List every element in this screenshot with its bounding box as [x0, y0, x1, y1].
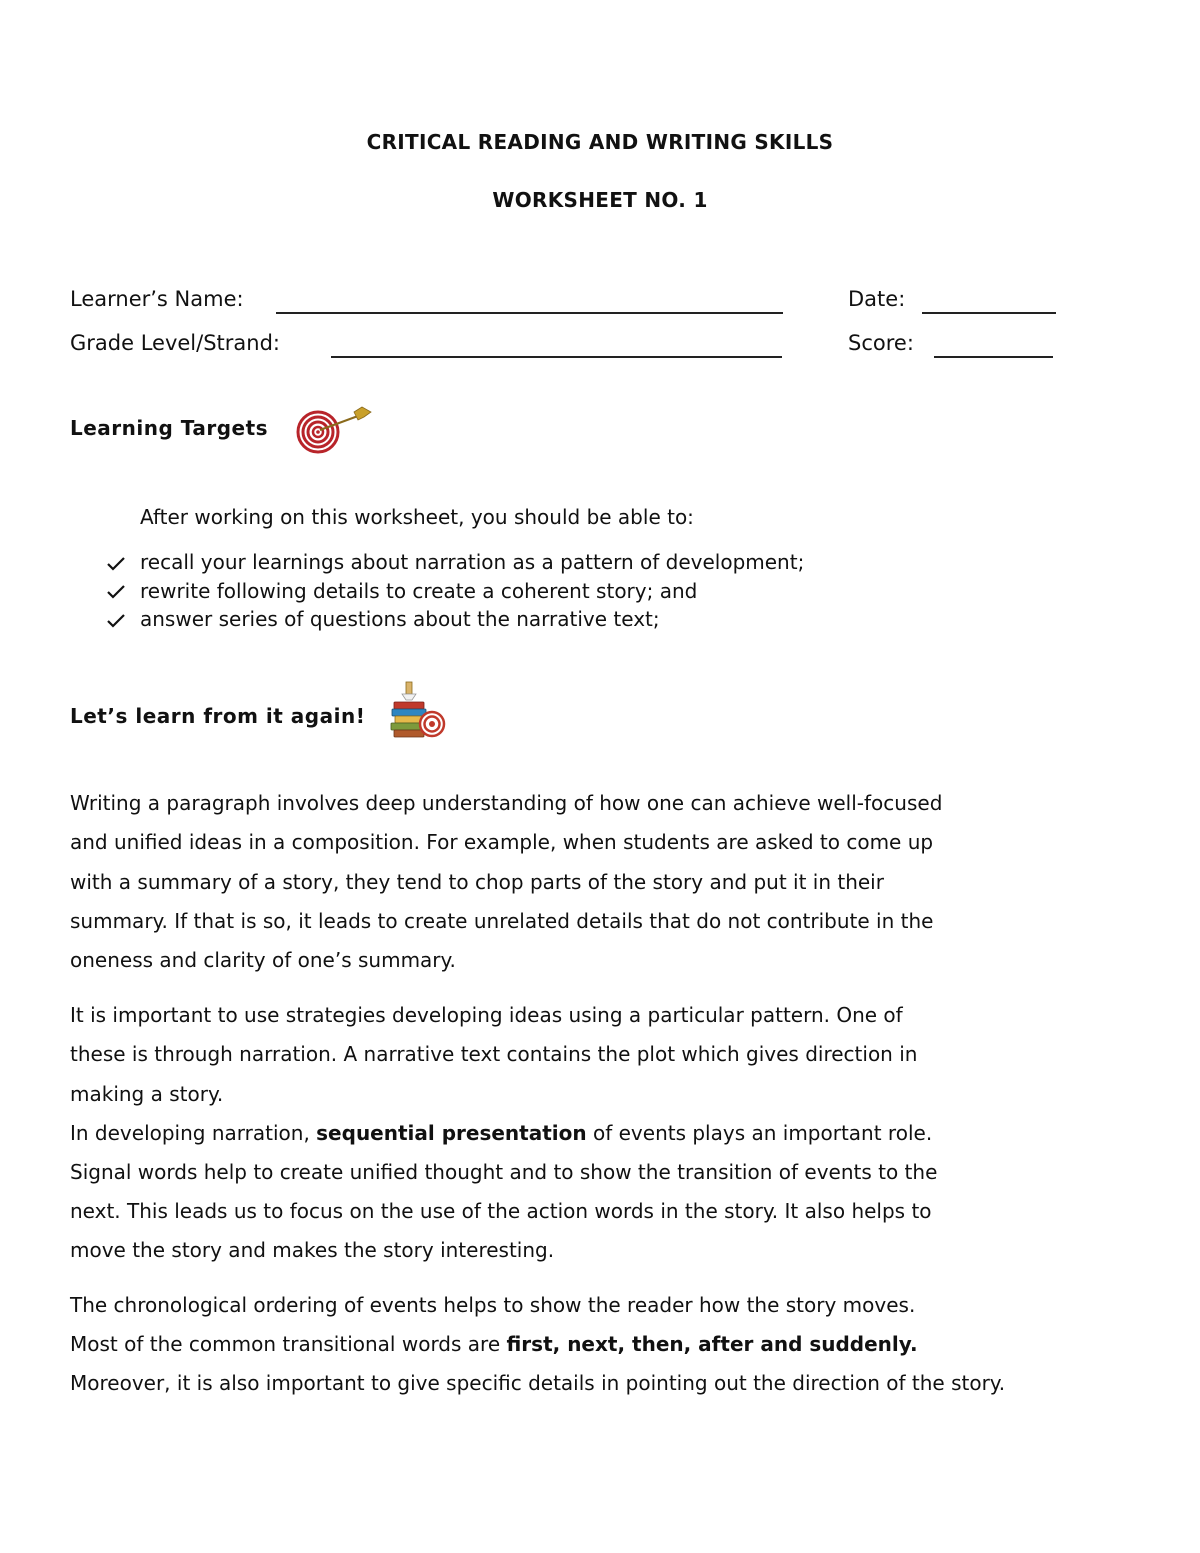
books-target-icon: [388, 678, 448, 744]
paragraph-line: Moreover, it is also important to give specific details in pointing out the direction of the story.: [70, 1371, 1006, 1395]
paragraph-line: Signal words help to create unified thought and to show the transition of events to the: [70, 1160, 938, 1184]
target-item-text: rewrite following details to create a coherent story; and: [140, 578, 698, 603]
grade-row: [70, 331, 280, 355]
learning-targets-heading: Learning Targets: [70, 416, 269, 440]
worksheet-title: CRITICAL READING AND WRITING SKILLS: [366, 130, 834, 154]
paragraph-3: [70, 1114, 1130, 1270]
paragraph-line: Writing a paragraph involves deep understanding of how one can achieve well-focused: [70, 791, 943, 815]
paragraph-line: [70, 1325, 1130, 1364]
worksheet-number: WORKSHEET NO. 1: [492, 188, 708, 212]
paragraph-line: summary. If that is so, it leads to create unrelated details that do not contribute in the: [70, 908, 934, 933]
list-item: [106, 548, 804, 577]
learner-name-field[interactable]: [276, 312, 783, 314]
paragraph-2: [70, 996, 1130, 1114]
paragraph-line: these is through narration. A narrative text contains the plot which gives direction in: [70, 1042, 918, 1067]
emphasis-text: first, next, then, after and suddenly.: [506, 1332, 918, 1356]
learner-name-row: [70, 287, 244, 311]
target-item-text: answer series of questions about the narrative text;: [140, 607, 660, 631]
paragraph-line: making a story.: [70, 1081, 224, 1106]
date-field[interactable]: [922, 312, 1056, 314]
date-label: Date:: [848, 287, 906, 311]
paragraph-4: [70, 1286, 1130, 1403]
paragraph-line: move the story and makes the story interesting.: [70, 1238, 555, 1262]
text-run: In developing narration,: [70, 1121, 317, 1145]
text-run: Most of the common transitional words are: [70, 1332, 507, 1356]
score-row: [848, 331, 914, 355]
score-label: Score:: [848, 331, 914, 355]
score-field[interactable]: [934, 356, 1053, 358]
paragraph-line: with a summary of a story, they tend to chop parts of the story and put it in their: [70, 869, 884, 894]
learning-targets-list: [106, 548, 804, 634]
target-item-text: recall your learnings about narration as a pattern of development;: [140, 550, 805, 574]
check-icon: [106, 584, 140, 600]
grade-level-label: Grade Level/Strand:: [70, 331, 280, 355]
date-row: [848, 287, 905, 311]
check-icon: [106, 556, 140, 572]
paragraph-line: [70, 1114, 1130, 1153]
target-dart-icon: [296, 404, 374, 456]
grade-level-field[interactable]: [331, 356, 782, 358]
list-item: [106, 605, 804, 634]
paragraph-line: The chronological ordering of events helps to show the reader how the story moves.: [70, 1293, 916, 1317]
paragraph-line: and unified ideas in a composition. For example, when students are asked to come up: [70, 830, 934, 855]
list-item: [106, 577, 804, 606]
paragraph-line: next. This leads us to focus on the use of the action words in the story. It also helps to: [70, 1199, 932, 1223]
check-icon: [106, 613, 140, 629]
lesson-heading: Let’s learn from it again!: [70, 704, 366, 728]
emphasis-text: sequential presentation: [316, 1121, 587, 1145]
text-run: of events plays an important role.: [586, 1121, 933, 1145]
paragraph-line: It is important to use strategies developing ideas using a particular pattern. One of: [70, 1003, 903, 1027]
learner-name-label: Learner’s Name:: [70, 287, 244, 311]
paragraph-line: oneness and clarity of one’s summary.: [70, 948, 456, 973]
targets-intro: After working on this worksheet, you should be able to:: [140, 505, 694, 529]
paragraph-1: [70, 784, 1130, 980]
